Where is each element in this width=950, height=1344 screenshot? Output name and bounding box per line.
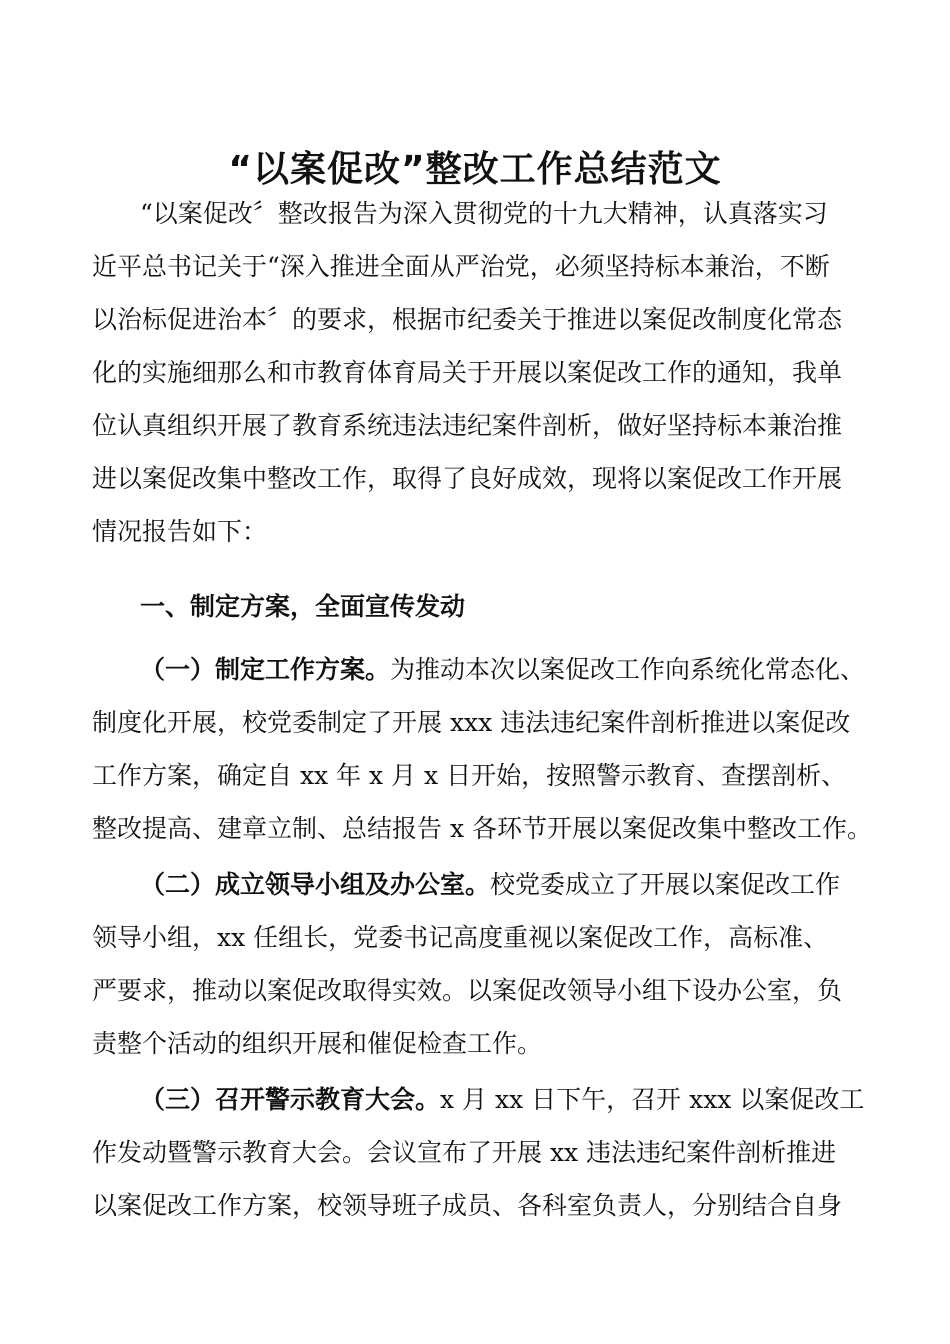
intro-line: 以治标促进治本〞的要求，根据市纪委关于推进以案促改制度化常态: [92, 305, 843, 334]
intro-paragraph: [92, 187, 872, 558]
paragraph-first-line: [92, 1073, 872, 1126]
paragraph-line: 严要求，推动以案促改取得实效。以案促改领导小组下设办公室，负: [92, 976, 843, 1005]
intro-line: 情况报告如下：: [92, 517, 268, 546]
paragraph-line: 作发动暨警示教育大会。会议宣布了开展 xx 违法违纪案件剖析推进: [92, 1138, 837, 1167]
paragraph-lead: （三）召开警示教育大会。: [140, 1085, 441, 1114]
section-heading: 一、制定方案，全面宣传发动: [140, 592, 466, 621]
paragraph-text: 为推动本次以案促改工作向系统化常态化、: [390, 655, 866, 684]
paragraph-work-plan: [92, 643, 872, 855]
paragraph-first-line: [92, 858, 872, 911]
paragraph-first-line: [92, 643, 872, 696]
paragraph-text: x 月 xx 日下午，召开 xxx 以案促改工: [440, 1085, 865, 1114]
intro-line: 近平总书记关于“深入推进全面从严治党，必须坚持标本兼治，不断: [92, 252, 830, 281]
paragraph-line: 以案促改工作方案，校领导班子成员、各科室负责人，分别结合自身: [92, 1191, 843, 1220]
intro-line: 位认真组织开展了教育系统违法违纪案件剖析，做好坚持标本兼治推: [92, 411, 843, 440]
document-title: “以案促改”整改工作总结范文: [228, 149, 722, 190]
paragraph-leading-group: [92, 858, 872, 1070]
intro-line: 进以案促改集中整改工作，取得了良好成效，现将以案促改工作开展: [92, 464, 843, 493]
paragraph-warning-meeting: [92, 1073, 872, 1232]
paragraph-text: 校党委成立了开展以案促改工作: [490, 870, 841, 899]
paragraph-lead: （二）成立领导小组及办公室。: [140, 870, 491, 899]
paragraph-line: 领导小组，xx 任组长，党委书记高度重视以案促改工作，高标准、: [92, 923, 829, 952]
paragraph-line: 整改提高、建章立制、总结报告 x 各环节开展以案促改集中整改工作。: [92, 814, 872, 843]
intro-line: “以案促改〞整改报告为深入贯彻党的十九大精神，认真落实习: [140, 199, 828, 228]
intro-line: 化的实施细那么和市教育体育局关于开展以案促改工作的通知，我单: [92, 358, 843, 387]
paragraph-line: 责整个活动的组织开展和催促检查工作。: [92, 1029, 543, 1058]
paragraph-lead: （一）制定工作方案。: [140, 655, 391, 684]
paragraph-line: 制度化开展，校党委制定了开展 xxx 违法违纪案件剖析推进以案促改: [92, 708, 851, 737]
paragraph-line: 工作方案，确定自 xx 年 x 月 x 日开始，按照警示教育、查摆剖析、: [92, 761, 847, 790]
